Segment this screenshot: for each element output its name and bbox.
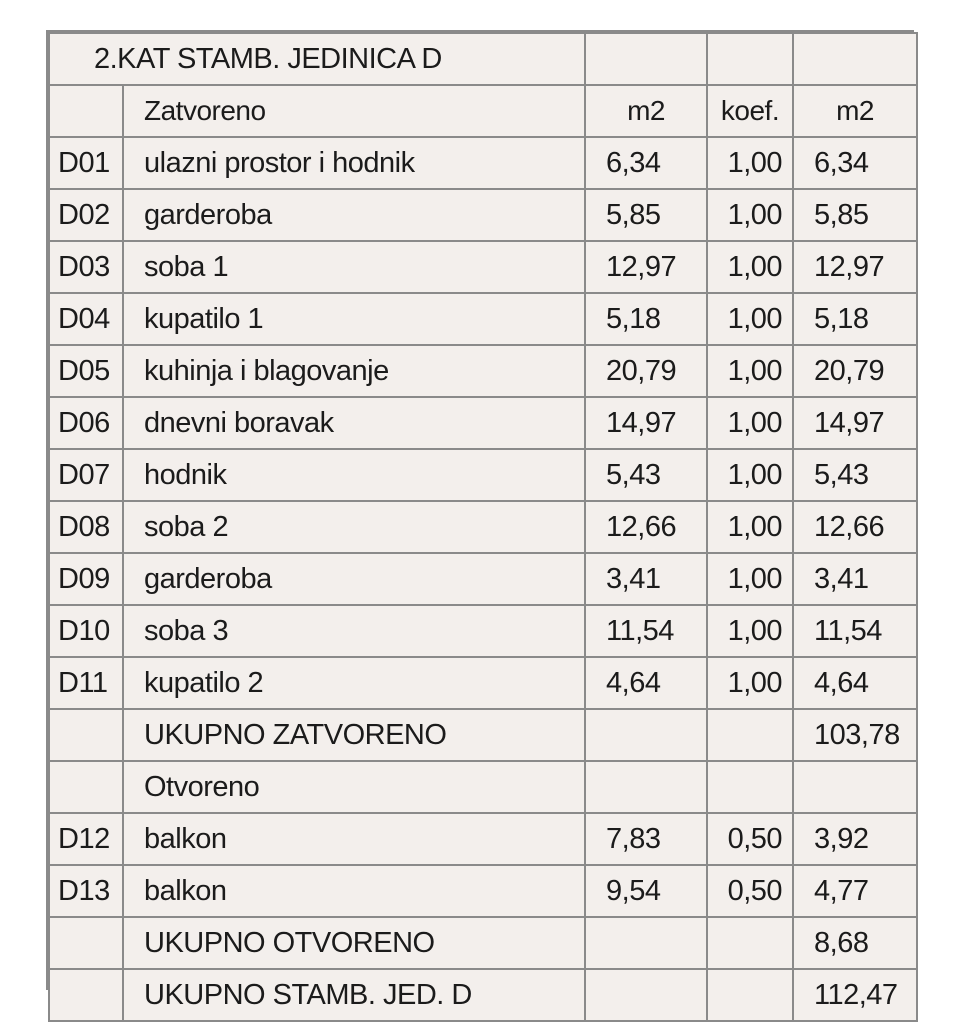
room-name: soba 3: [123, 605, 585, 657]
table-row: [49, 553, 917, 605]
room-code: D08: [49, 501, 123, 553]
empty-cell: [585, 969, 707, 1021]
subtotal-row-open: [49, 917, 917, 969]
empty-cell: [707, 709, 793, 761]
room-name: balkon: [123, 865, 585, 917]
room-code: D05: [49, 345, 123, 397]
room-code: D01: [49, 137, 123, 189]
grand-total-row: [49, 969, 917, 1021]
header-row: [49, 85, 917, 137]
room-name: garderoba: [123, 189, 585, 241]
room-koef: 1,00: [707, 449, 793, 501]
room-area: 3,41: [585, 553, 707, 605]
room-name: ulazni prostor i hodnik: [123, 137, 585, 189]
table-row: [49, 605, 917, 657]
room-area: 6,34: [585, 137, 707, 189]
empty-cell: [585, 709, 707, 761]
room-total: 3,41: [793, 553, 917, 605]
column-header-total-m2: m2: [793, 85, 917, 137]
room-total: 3,92: [793, 813, 917, 865]
room-code: D13: [49, 865, 123, 917]
empty-cell: [707, 761, 793, 813]
room-area: 4,64: [585, 657, 707, 709]
room-total: 20,79: [793, 345, 917, 397]
empty-cell: [793, 761, 917, 813]
room-total: 5,18: [793, 293, 917, 345]
room-area: 5,43: [585, 449, 707, 501]
empty-cell: [49, 709, 123, 761]
empty-cell: [49, 85, 123, 137]
section-label-closed: Zatvoreno: [123, 85, 585, 137]
room-name: balkon: [123, 813, 585, 865]
room-total: 6,34: [793, 137, 917, 189]
room-name: hodnik: [123, 449, 585, 501]
table-row: [49, 813, 917, 865]
subtotal-value-open: 8,68: [793, 917, 917, 969]
room-area: 11,54: [585, 605, 707, 657]
column-header-koef: koef.: [707, 85, 793, 137]
empty-cell: [49, 969, 123, 1021]
room-name: kupatilo 1: [123, 293, 585, 345]
table-row: [49, 293, 917, 345]
room-code: D03: [49, 241, 123, 293]
room-area: 12,97: [585, 241, 707, 293]
room-koef: 1,00: [707, 293, 793, 345]
table-row: [49, 397, 917, 449]
table-row: [49, 501, 917, 553]
subtotal-label-open: UKUPNO OTVORENO: [123, 917, 585, 969]
room-code: D10: [49, 605, 123, 657]
room-koef: 0,50: [707, 813, 793, 865]
room-code: D04: [49, 293, 123, 345]
grand-total-label: UKUPNO STAMB. JED. D: [123, 969, 585, 1021]
section-row-open: [49, 761, 917, 813]
room-koef: 1,00: [707, 657, 793, 709]
room-area: 5,85: [585, 189, 707, 241]
room-code: D11: [49, 657, 123, 709]
room-total: 4,77: [793, 865, 917, 917]
room-total: 4,64: [793, 657, 917, 709]
room-koef: 1,00: [707, 397, 793, 449]
room-koef: 1,00: [707, 553, 793, 605]
room-area: 9,54: [585, 865, 707, 917]
room-code: D06: [49, 397, 123, 449]
room-total: 12,97: [793, 241, 917, 293]
room-total: 5,85: [793, 189, 917, 241]
room-koef: 1,00: [707, 501, 793, 553]
room-total: 5,43: [793, 449, 917, 501]
room-koef: 1,00: [707, 345, 793, 397]
subtotal-row-closed: [49, 709, 917, 761]
room-area: 14,97: [585, 397, 707, 449]
room-code: D12: [49, 813, 123, 865]
table-row: [49, 345, 917, 397]
area-table-sheet: [46, 30, 914, 1011]
room-area: 12,66: [585, 501, 707, 553]
empty-cell: [49, 761, 123, 813]
room-koef: 0,50: [707, 865, 793, 917]
room-name: kuhinja i blagovanje: [123, 345, 585, 397]
room-code: D07: [49, 449, 123, 501]
table-row: [49, 865, 917, 917]
column-header-m2: m2: [585, 85, 707, 137]
room-name: kupatilo 2: [123, 657, 585, 709]
empty-cell: [707, 917, 793, 969]
section-label-open: Otvoreno: [123, 761, 585, 813]
table-row: [49, 189, 917, 241]
title-row: [49, 33, 917, 85]
room-total: 11,54: [793, 605, 917, 657]
room-name: dnevni boravak: [123, 397, 585, 449]
room-name: soba 2: [123, 501, 585, 553]
empty-cell: [707, 33, 793, 85]
table-row: [49, 137, 917, 189]
room-total: 12,66: [793, 501, 917, 553]
empty-cell: [707, 969, 793, 1021]
empty-cell: [585, 761, 707, 813]
room-koef: 1,00: [707, 137, 793, 189]
room-area: 20,79: [585, 345, 707, 397]
room-koef: 1,00: [707, 189, 793, 241]
room-koef: 1,00: [707, 605, 793, 657]
table-row: [49, 657, 917, 709]
room-name: garderoba: [123, 553, 585, 605]
room-code: D02: [49, 189, 123, 241]
grand-total-value: 112,47: [793, 969, 917, 1021]
empty-cell: [585, 917, 707, 969]
room-area: 5,18: [585, 293, 707, 345]
room-total: 14,97: [793, 397, 917, 449]
empty-cell: [49, 917, 123, 969]
table-title: 2.KAT STAMB. JEDINICA D: [49, 33, 585, 85]
subtotal-label-closed: UKUPNO ZATVORENO: [123, 709, 585, 761]
room-area: 7,83: [585, 813, 707, 865]
empty-cell: [793, 33, 917, 85]
table-row: [49, 241, 917, 293]
empty-cell: [585, 33, 707, 85]
subtotal-value-closed: 103,78: [793, 709, 917, 761]
table-row: [49, 449, 917, 501]
room-koef: 1,00: [707, 241, 793, 293]
area-table: [48, 32, 918, 1022]
room-name: soba 1: [123, 241, 585, 293]
room-code: D09: [49, 553, 123, 605]
